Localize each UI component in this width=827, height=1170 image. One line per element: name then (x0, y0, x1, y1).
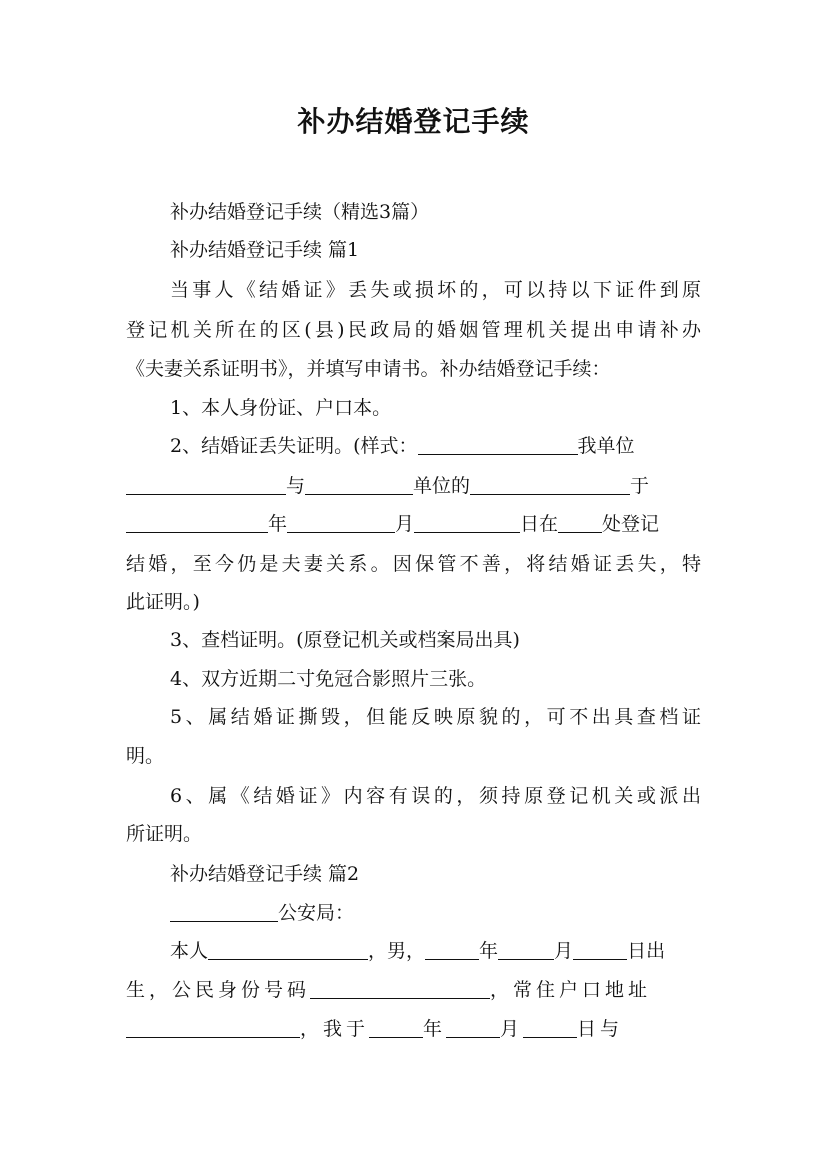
blank-line (470, 474, 630, 495)
form-text: 于 (630, 475, 650, 497)
form-text: 月 (395, 513, 415, 535)
blank-line (414, 512, 520, 533)
form-text: 公安局： (278, 902, 355, 924)
form-text: 月 (500, 1018, 524, 1040)
form-text: 年 (268, 513, 288, 535)
paragraph-line: 所证明。 (126, 823, 203, 845)
section-heading-2: 补办结婚登记手续 篇2 (170, 863, 360, 885)
blank-line (208, 939, 368, 960)
form-text: 单位的 (413, 475, 471, 497)
form-text: 日与 (577, 1018, 624, 1040)
section-heading-1: 补办结婚登记手续 篇1 (170, 239, 360, 261)
subtitle-line: 补办结婚登记手续（精选3篇） (170, 201, 430, 223)
form-text: 日出 (627, 940, 666, 962)
blank-line (126, 1017, 300, 1038)
form-text: 年 (479, 940, 499, 962)
paragraph-line: 登记机关所在的区(县)民政局的婚姻管理机关提出申请补办 (126, 319, 701, 341)
blank-line (523, 1017, 577, 1038)
blank-line (446, 1017, 500, 1038)
paragraph-line: 《夫妻关系证明书》，并填写申请书。补办结婚登记手续： (126, 358, 611, 380)
list-item (170, 434, 701, 458)
form-text: 月 (554, 940, 574, 962)
form-text: 与 (286, 475, 306, 497)
blank-line (558, 512, 602, 533)
form-text: 本人 (170, 940, 209, 962)
list-item: 4、双方近期二寸免冠合影照片三张。 (170, 668, 487, 690)
blank-line (573, 939, 627, 960)
form-line (126, 978, 701, 1002)
list-item-text: 2、结婚证丢失证明。(样式： (170, 435, 418, 457)
list-item: 6、属《结婚证》内容有误的，须持原登记机关或派出 (170, 785, 701, 807)
blank-line (369, 1017, 423, 1038)
form-text: 生，公民身份号码 (126, 979, 311, 1001)
form-text: 年 (423, 1018, 447, 1040)
blank-line (425, 939, 479, 960)
list-item: 3、查档证明。(原登记机关或档案局出具) (170, 629, 520, 651)
blank-line (287, 512, 395, 533)
blank-line (305, 474, 413, 495)
form-text: ，我于 (300, 1018, 370, 1040)
form-text: ，男， (368, 940, 426, 962)
paragraph-line: 此证明。) (126, 591, 200, 613)
blank-line (126, 512, 268, 533)
paragraph-line: 明。 (126, 745, 165, 767)
list-item-text: 我单位 (577, 435, 635, 457)
paragraph-line: 当事人《结婚证》丢失或损坏的，可以持以下证件到原 (170, 279, 701, 301)
blank-line (170, 901, 278, 922)
blank-line (126, 474, 286, 495)
form-line (170, 901, 701, 925)
form-text: ，常住户口地址 (490, 979, 652, 1001)
blank-line (418, 434, 578, 455)
document-title: 补办结婚登记手续 (297, 105, 530, 138)
form-line (126, 474, 701, 498)
form-text: 处登记 (602, 513, 660, 535)
form-line (126, 512, 701, 536)
blank-line (310, 978, 490, 999)
list-item: 5、属结婚证撕毁，但能反映原貌的，可不出具查档证 (170, 706, 701, 728)
form-line (170, 939, 701, 963)
paragraph-line: 结婚，至今仍是夫妻关系。因保管不善，将结婚证丢失，特 (126, 553, 701, 575)
list-item: 1、本人身份证、户口本。 (170, 397, 392, 419)
blank-line (498, 939, 554, 960)
form-text: 日在 (520, 513, 559, 535)
form-line (126, 1017, 701, 1041)
